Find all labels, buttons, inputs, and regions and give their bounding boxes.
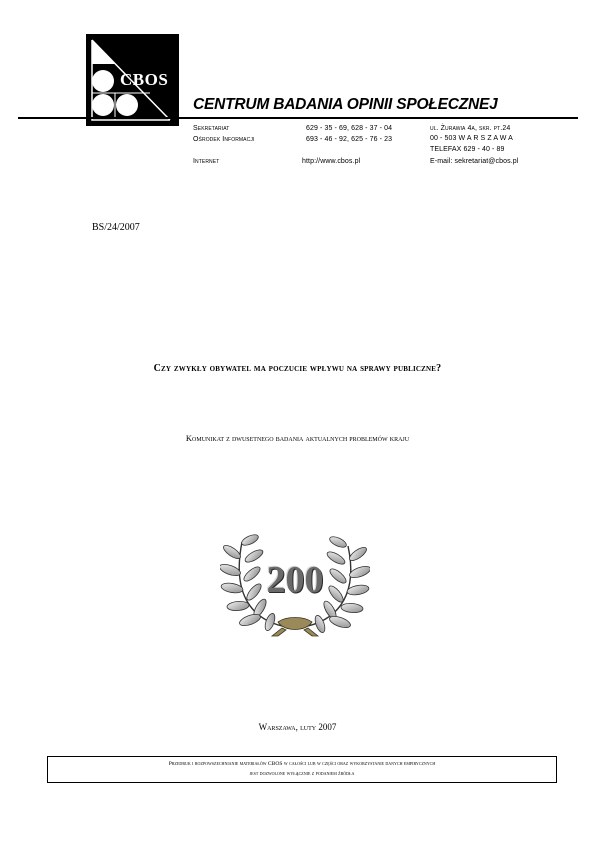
- document-reference: BS/24/2007: [92, 222, 140, 233]
- email-link[interactable]: E-mail: sekretariat@cbos.pl: [430, 158, 519, 165]
- contact-label-internet: Internet: [193, 158, 220, 165]
- contact-label-info-center: Ośrodek Informacji: [193, 136, 255, 143]
- contact-label-secretariat: Sekretariat: [193, 125, 230, 132]
- contact-value-info-center: 693 - 46 - 92, 625 - 76 - 23: [306, 136, 393, 143]
- header-rule: [18, 117, 578, 119]
- place-and-date: Warszawa, luty 2007: [258, 722, 337, 732]
- address-telefax: TELEFAX 629 - 40 - 89: [430, 146, 505, 153]
- address-city: 00 - 503 W A R S Z A W A: [430, 135, 513, 142]
- copyright-notice-line-2: jest dozwolone wyłącznie z podaniem źródła: [249, 771, 355, 777]
- website-link[interactable]: http://www.cbos.pl: [302, 158, 361, 165]
- contact-value-secretariat: 629 - 35 - 69, 628 - 37 - 04: [306, 125, 393, 132]
- document-title: Czy zwykły obywatel ma poczucie wpływu na sprawy publiczne?: [153, 363, 442, 374]
- logo-text: CBOS: [120, 70, 169, 89]
- emblem-number: 200: [266, 559, 324, 601]
- cbos-logo: [86, 34, 179, 126]
- organization-name: CENTRUM BADANIA OPINII SPOŁECZNEJ: [193, 96, 498, 113]
- document-subtitle: Komunikat z dwusetnego badania aktualnych problemów kraju: [185, 433, 410, 443]
- address-street: ul. Żurawia 4a, skr. pt.24: [430, 125, 511, 132]
- copyright-notice-line-1: Przedruk i rozpowszechnianie materiałów CBOS w całości lub w części oraz wykorzystanie danych empirycznych: [168, 761, 436, 767]
- copyright-notice-box: [47, 756, 557, 783]
- laurel-emblem: [220, 532, 370, 640]
